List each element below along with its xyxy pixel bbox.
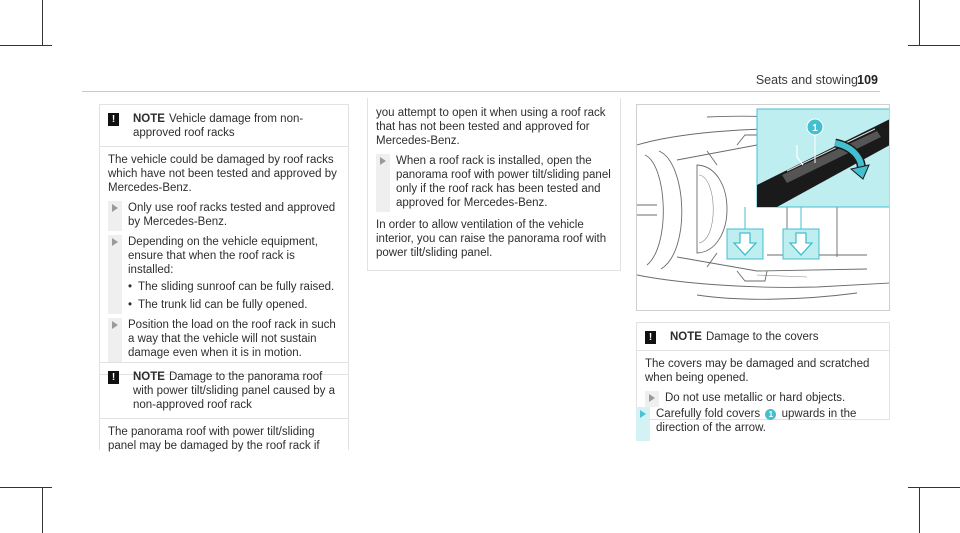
note-text: In order to allow ventilation of the vehicle interior, you can raise the panorama roof with power tilt/sliding panel. bbox=[376, 219, 607, 259]
crop-mark bbox=[42, 487, 43, 533]
warning-icon: ! bbox=[108, 113, 119, 126]
note-panorama-roof-damage bbox=[99, 362, 349, 450]
page-number: 109 bbox=[857, 73, 878, 87]
callout-badge: 1 bbox=[765, 409, 776, 420]
note-header bbox=[100, 105, 348, 146]
step-arrow-icon bbox=[112, 238, 118, 246]
list-item: • The trunk lid can be fully opened. bbox=[128, 298, 340, 312]
crop-mark bbox=[908, 45, 960, 46]
step-arrow-icon bbox=[640, 410, 646, 418]
list-item: • The sliding sunroof can be fully raised. bbox=[128, 280, 340, 294]
note-text: The panorama roof with power tilt/sliding panel may be damaged by the roof rack if bbox=[108, 426, 320, 452]
sub-list bbox=[128, 280, 340, 312]
crop-mark bbox=[908, 487, 960, 488]
note-title: NOTE Damage to the panorama roof with power tilt/sliding panel caused by a non-approved roof rack bbox=[133, 371, 336, 411]
note-body bbox=[368, 98, 620, 270]
crop-mark bbox=[919, 487, 920, 533]
note-covers-damage bbox=[636, 322, 890, 420]
warning-icon: ! bbox=[645, 331, 656, 344]
note-text: The vehicle could be damaged by roof racks which have not been tested and approved by Mercedes-Benz. bbox=[108, 154, 337, 194]
crop-mark bbox=[0, 487, 52, 488]
step: When a roof rack is installed, open the panorama roof with power tilt/sliding panel only if the roof rack has been tested and approved for Mercedes-Benz. bbox=[376, 154, 612, 210]
step-arrow-icon bbox=[112, 321, 118, 329]
note-title: NOTE Vehicle damage from non-approved roof racks bbox=[133, 113, 304, 139]
note-text: you attempt to open it when using a roof rack that has not been tested and approved for Mercedes-Benz. bbox=[376, 107, 606, 147]
step: Do not use metallic or hard objects. bbox=[645, 391, 881, 405]
crop-mark bbox=[0, 45, 52, 46]
car-roof-diagram bbox=[637, 105, 890, 311]
step: Position the load on the roof rack in such a way that the vehicle will not sustain damage even when it is in motion. bbox=[108, 318, 340, 360]
step: Only use roof racks tested and approved by Mercedes-Benz. bbox=[108, 201, 340, 229]
note-body bbox=[100, 419, 348, 467]
crop-mark bbox=[42, 0, 43, 46]
note-text: The covers may be damaged and scratched when being opened. bbox=[645, 358, 870, 384]
step-arrow-icon bbox=[380, 157, 386, 165]
instruction-step: Carefully fold covers 1 upwards in the direction of the arrow. bbox=[636, 407, 890, 435]
note-title: NOTE Damage to the covers bbox=[670, 331, 819, 343]
figure-callout: 1 bbox=[812, 123, 818, 134]
step-arrow-icon bbox=[649, 394, 655, 402]
note-roof-rack-damage bbox=[99, 104, 349, 375]
note-header bbox=[100, 363, 348, 418]
section-title: Seats and stowing bbox=[755, 73, 858, 87]
crop-mark bbox=[919, 0, 920, 46]
step-arrow-icon bbox=[112, 204, 118, 212]
roof-covers-illustration bbox=[636, 104, 890, 311]
step: Depending on the vehicle equipment, ensure that when the roof rack is installed: • The sliding sunroof can be fully raised. • The trunk lid can be fully opened. bbox=[108, 235, 340, 312]
note-header bbox=[637, 323, 889, 350]
header-rule bbox=[82, 91, 880, 92]
warning-icon: ! bbox=[108, 371, 119, 384]
note-panorama-roof-continued bbox=[367, 98, 621, 271]
note-body bbox=[100, 147, 348, 374]
